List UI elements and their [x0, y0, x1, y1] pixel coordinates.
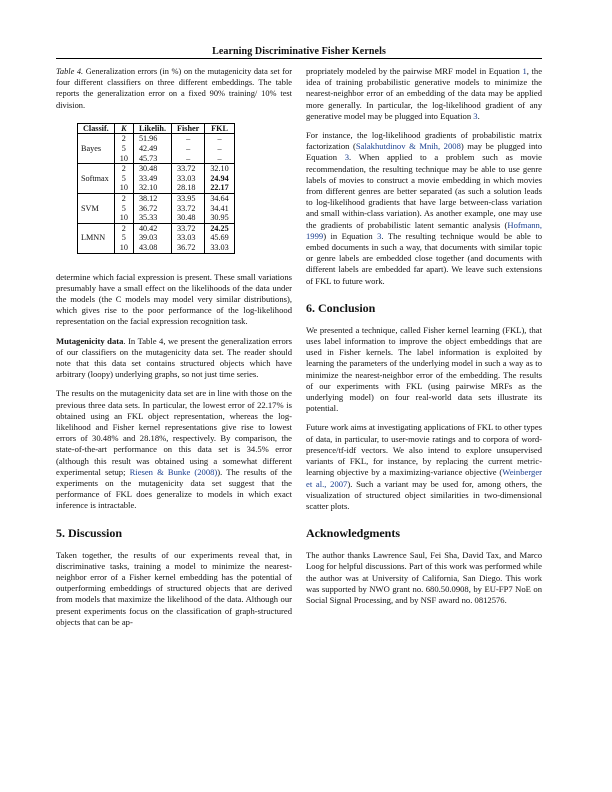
section-heading-conclusion: 6. Conclusion — [306, 300, 376, 315]
citation-link[interactable]: Hofmann, 1999 — [306, 219, 542, 241]
classifier-cell: Softmax — [78, 164, 115, 194]
paragraph: Taken together, the results of our experiments reveal that, in discriminative tasks, training a model to minimize the nearest-neighbor error of a Fisher kernel embedding has the potential of outperforming embeddings of structured objects that are derived from models that maximize the likelihood of the data. Although our present experiments focus on the classification of graph-structured objects that can be ap- — [56, 549, 292, 627]
table-row — [78, 164, 235, 194]
fkl-cell: 32.10 24.94 22.17 — [205, 164, 234, 194]
fisher-cell: – – – — [172, 134, 205, 164]
k-cell: 2 5 10 — [114, 134, 133, 164]
fkl-cell: 34.64 34.41 30.95 — [205, 193, 234, 223]
classifier-cell: SVM — [78, 193, 115, 223]
citation-link[interactable]: Riesen & Bunke (2008) — [129, 466, 218, 477]
running-title: Learning Discriminative Fisher Kernels — [212, 46, 386, 57]
header-k: K — [114, 123, 133, 134]
fisher-cell: 33.72 33.03 36.72 — [172, 223, 205, 253]
header-fisher: Fisher — [172, 123, 205, 134]
paragraph: Mutagenicity data. In Table 4, we present the generalization errors of our classifiers on the mutagenicity data set. The reader should note that this data set contains structured objects which have arbitrary (loopy) underlying graphs, so not just time series. — [56, 335, 292, 380]
table-spacer — [56, 254, 292, 272]
equation-link[interactable]: 3 — [473, 110, 478, 121]
citation-link[interactable]: Salakhutdinov & Mnih, 2008 — [355, 141, 461, 152]
likelihood-cell: 30.48 33.49 32.10 — [133, 164, 171, 194]
header-rule — [56, 58, 542, 59]
likelihood-cell: 40.42 39.03 43.08 — [133, 223, 171, 253]
equation-link[interactable]: 1 — [522, 66, 527, 76]
equation-link[interactable]: 3 — [344, 152, 350, 163]
right-column — [306, 66, 542, 614]
paragraph: propriately modeled by the pairwise MRF model in Equation 1, the idea of training probabilistic generative models to minimize the nearest-neighbor error of an embedding of the data may be applied more generally. In particular, the log-likelihood gradient of any generative model may be plugged into Equation 3. — [306, 66, 543, 121]
likelihood-cell: 38.12 36.72 35.33 — [133, 193, 171, 223]
classifier-cell: LMNN — [78, 223, 115, 253]
table-caption-label: Table 4. — [56, 67, 84, 76]
paragraph: The results on the mutagenicity data set are in line with those on the previous three data sets. In particular, the lowest error of 22.17% is obtained using an FKL object representation, whereas the log-likelihood and Fisher kernel representations give rise to lowest errors of 30.48% and 28.18%, respectively. By comparison, the state-of-the-art performance on this data set is 34.5% error (although this result was obtained using a somewhat different experimental setup; Riesen & Bunke (2008)). The results of the experiments on the mutagenicity data set suggest that the performance of FKL does generalize to models in which exact inference is intractable. — [56, 388, 292, 511]
table-row — [78, 223, 235, 253]
table-row — [78, 134, 235, 164]
likelihood-cell: 51.96 42.49 45.73 — [133, 134, 171, 164]
equation-link[interactable]: 3 — [377, 230, 382, 241]
table-caption — [56, 66, 292, 111]
k-cell: 2 5 10 — [114, 164, 133, 194]
runin-heading: Mutagenicity data — [56, 335, 124, 346]
left-column — [56, 66, 292, 636]
table-caption-text: Generalization errors (in %) on the mutagenicity data set for four different classifiers on three different embeddings. The table reports the generalization error on a fixed 90% training/ 10% test division. — [56, 67, 292, 110]
fisher-cell: 33.95 33.72 30.48 — [172, 193, 205, 223]
section-heading-acknowledgments: Acknowledgments — [306, 526, 401, 541]
paragraph: The author thanks Lawrence Saul, Fei Sha, David Tax, and Marco Loog for helpful discussions. Part of this work was performed while the author was at University of California, San Diego. This work was supported by NWO grant no. 680.50.0908, by EU-FP7 NoE on Social Signal Processing, and by NSF award no. 0812576. — [306, 550, 542, 605]
paragraph: For instance, the log-likelihood gradients of probabilistic matrix factorization (Salakhutdinov & Mnih, 2008) may be plugged into Equation 3. When applied to a problem such as movie recommendation, the resulting technique may be able to use genre labels of movies to construct a movie embedding in which movies from different genres are better separated (as such a solution leads to log-likelihood gradients that have large between-class variation and small within-class variation). As another example, one may use the gradients of probabilistic latent semantic analysis (Hofmann, 1999) in Equation 3. The resulting technique would be able to embed documents in such a way, that documents with similar topic or genre labels are embedded close together (and documents with different labels are embedded far apart). We leave such extensions of FKL to future work. — [306, 130, 542, 286]
header-classifier: Classif. — [78, 123, 115, 134]
header-likelihood: Likelih. — [133, 123, 171, 134]
results-table — [77, 123, 235, 254]
paragraph: Future work aims at investigating applications of FKL to other types of data, in particular, to user-movie ratings and to corpora of word-presence/tf-idf vectors. We also intend to explore unsupervised variants of FKL, for instance, by replacing the current metric-learning objective by a maximizing-variance objective (Weinberger et al., 2007). Such a variant may be used for, among others, the visualization of structured object similarities in two-dimensional scatter plots. — [306, 422, 542, 511]
fkl-cell: 24.25 45.69 33.03 — [205, 223, 234, 253]
k-cell: 2 5 10 — [114, 193, 133, 223]
k-cell: 2 5 10 — [114, 223, 133, 253]
paragraph: determine which facial expression is present. These small variations presumably have a small effect on the likelihoods of the data under the models (the C models may model very similar distributions), which gives rise to the poor performance of the log-likelihood representation on the facial expression recognition task. — [56, 271, 292, 327]
paragraph: We presented a technique, called Fisher kernel learning (FKL), that uses label information to improve the object embeddings that are used in Fisher kernels. The label information is exploited by learning the parameters of the underlying model in such a way as to minimize the nearest-neighbor error of the embedding. The results of our experiments with FKL (using pairwise MRFs as the underlying model) on four real-world data sets illustrate its potential. — [306, 324, 542, 414]
classifier-cell: Bayes — [78, 134, 115, 164]
citation-link[interactable]: Weinberger et al., 2007 — [306, 467, 542, 489]
table-row — [78, 193, 235, 223]
fkl-cell: – – – — [205, 134, 234, 164]
fisher-cell: 33.72 33.03 28.18 — [172, 164, 205, 194]
section-heading-discussion: 5. Discussion — [56, 525, 123, 540]
header-fkl: FKL — [205, 123, 234, 134]
table-header-row — [78, 123, 235, 134]
